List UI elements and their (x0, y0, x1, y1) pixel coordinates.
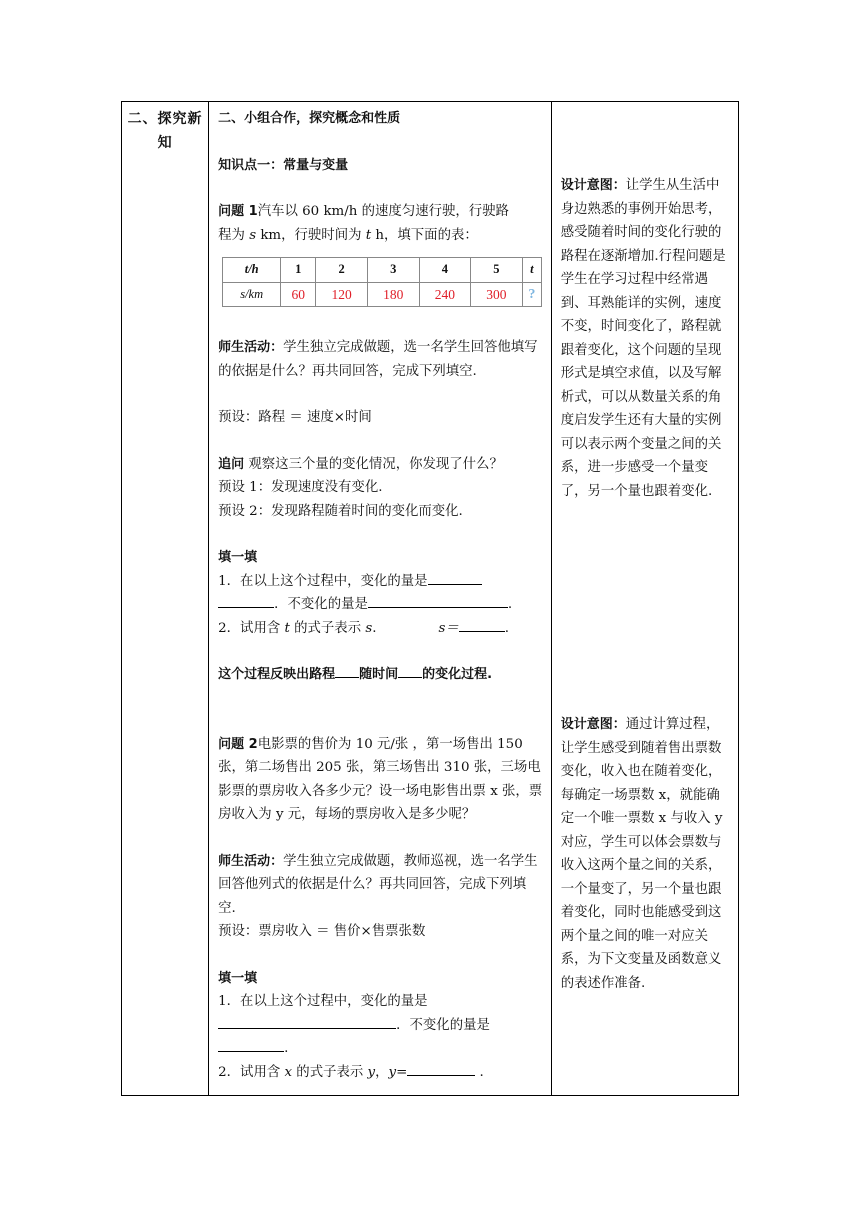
answer-blank[interactable] (368, 593, 508, 608)
answer-blank[interactable] (407, 1061, 475, 1076)
table-header-time: t/h (223, 258, 281, 283)
fill-1-text: 的式子表示 (289, 620, 366, 636)
question-1-text-d: h，填下面的表： (371, 227, 478, 243)
table-cell: 5 (471, 258, 523, 283)
answer-blank[interactable] (459, 617, 505, 632)
activity-1-label: 师生活动： (218, 340, 284, 355)
table-cell: 180 (367, 282, 419, 307)
table-cell: 240 (419, 282, 471, 307)
knowledge-point-title: 知识点一：常量与变量 (218, 157, 349, 173)
design-intent-1-label: 设计意图： (560, 178, 626, 193)
question-2 (218, 733, 543, 827)
followup-question (218, 453, 543, 477)
fill-2-text: 的式子表示 (292, 1064, 368, 1080)
reflection-text: 的变化过程. (422, 667, 493, 682)
table-cell: 120 (316, 282, 368, 307)
answer-blank[interactable] (218, 1037, 284, 1052)
fill-2-text: = (396, 1064, 408, 1080)
question-1-text-b: 程为 (218, 227, 250, 243)
table-cell: t (522, 258, 541, 283)
y-variable: y (367, 1064, 376, 1080)
table-row-distance (223, 282, 542, 307)
table-cell: 300 (471, 282, 523, 307)
answer-blank[interactable] (398, 663, 422, 678)
preset-2: 预设：票房收入 ＝ 售价×售票张数 (218, 924, 426, 939)
followup-label: 追问 (218, 456, 245, 472)
design-intent-1-text: 让学生从生活中身边熟悉的事例开始思考，感受随着时间的变化行驶的路程在逐渐增加.行程问题是学生在学习过程中经常遇到、耳熟能详的实例，速度不变，时间变化了，路程就跟着变化，这个问题的呈现形式是填空求值，以及写解析式，可以从数量关系的角度启发学生还有大量的实例可以表示两个变量之间的关系，进一步感受一个量变了，另一个量也跟着变化. (560, 178, 726, 499)
activity-1-text: 学生独立完成做题，选一名学生回答他填写的依据是什么？再共同回答，完成下列填空. (218, 340, 538, 379)
activity-2-text: 学生独立完成做题，教师巡视，选一名学生回答他列式的依据是什么？再共同回答，完成下列填空. (218, 853, 538, 916)
s-variable: s (249, 227, 257, 243)
fill-2-line-4 (218, 1061, 543, 1085)
activity-2 (218, 850, 543, 921)
question-2-text: 电影票的售价为 10 元/张 ，第一场售出 150 张，第二场售出 205 张，第三场售出 310 张，三场电影票的票房收入各多少元？设一场电影售出票 x 张，票房收入为 y 元，每场的票房收入是多少呢？ (218, 736, 543, 822)
fill-1-line-2 (218, 593, 543, 617)
fill-2-text: . (475, 1064, 484, 1080)
question-1-text: 汽车以 60 km/h 的速度匀速行驶，行驶路 (257, 204, 509, 219)
s-variable: s (365, 620, 373, 636)
t-variable: t (284, 620, 290, 636)
lesson-plan-table (121, 101, 739, 1096)
fill-2-title: 填一填 (218, 970, 258, 986)
design-intent-1 (561, 174, 731, 503)
fill-1-text: 1．在以上这个过程中，变化的量是 (218, 573, 428, 589)
reflection-text: 这个过程反映出路程 (218, 667, 336, 682)
answer-blank[interactable] (428, 570, 482, 585)
question-mark-icon: ? (522, 282, 541, 307)
table-header-distance: s/km (223, 282, 281, 307)
fill-1-text: . (504, 620, 510, 636)
design-intent-cell (551, 102, 738, 1096)
answer-blank[interactable] (335, 663, 359, 678)
fill-1-text: . (372, 620, 377, 636)
fill-2-text: ， (375, 1064, 389, 1080)
section-title: 二、小组合作，探究概念和性质 (218, 111, 401, 126)
design-intent-2-label: 设计意图： (560, 717, 626, 732)
fill-2-line-2 (218, 1014, 543, 1038)
fill-1-text: ．不变化的量是 (274, 597, 368, 612)
table-cell: 4 (419, 258, 471, 283)
fill-2-line-3 (218, 1037, 543, 1061)
fill-2-text: ．不变化的量是 (396, 1017, 490, 1033)
table-cell: 3 (367, 258, 419, 283)
table-cell: 1 (281, 258, 316, 283)
question-1 (218, 200, 543, 247)
followup-preset-2: 预设 2：发现路程随着时间的变化而变化. (218, 503, 463, 519)
fill-2-text: 2．试用含 (218, 1064, 285, 1080)
activity-2-label: 师生活动： (218, 853, 284, 869)
answer-blank[interactable] (218, 593, 274, 608)
fill-2-line-1: 1．在以上这个过程中，变化的量是 (218, 994, 428, 1009)
y-variable: y (388, 1064, 397, 1080)
fill-1-line-3 (218, 617, 543, 641)
reflection-line (218, 663, 543, 687)
fill-1-text: . (507, 597, 513, 612)
x-variable: x (284, 1064, 293, 1080)
fill-1-line-1 (218, 570, 543, 594)
followup-text: 观察这三个量的变化情况，你发现了什么？ (244, 456, 503, 472)
stage-label: 二、探究新知 (127, 111, 203, 151)
fill-2-text: . (284, 1041, 289, 1056)
design-intent-2-text: 通过计算过程，让学生感受到随着售出票数变化，收入也在随着变化，每确定一场票数 x，就能确定一个唯一票数 x 与收入 y 对应，学生可以体会票数与收入这两个量之间的关系，一个量变了，另一个量也跟着变化，同时也能感受到这两个量之间的唯一对应关系，为下文变量及函数意义的表述作准备. (560, 717, 723, 991)
speed-table (222, 257, 542, 307)
question-2-label: 问题 2 (218, 736, 258, 752)
preset-1: 预设：路程 ＝ 速度×时间 (218, 410, 372, 425)
reflection-text: 随时间 (359, 667, 399, 682)
answer-blank[interactable] (218, 1014, 396, 1029)
table-cell: 2 (316, 258, 368, 283)
content-cell (209, 102, 552, 1096)
fill-1-text: 2．试用含 (218, 620, 285, 636)
stage-cell (122, 102, 209, 1096)
design-intent-2 (561, 713, 731, 995)
table-row-time (223, 258, 542, 283)
activity-1 (218, 336, 543, 383)
fill-1-title: 填一填 (218, 550, 258, 565)
question-1-label: 问题 1 (218, 204, 258, 219)
table-cell: 60 (281, 282, 316, 307)
question-1-text-c: km，行驶时间为 (256, 227, 366, 243)
s-equals: s＝ (438, 620, 459, 636)
t-variable: t (365, 227, 372, 243)
followup-preset-1: 预设 1：发现速度没有变化. (218, 480, 383, 495)
